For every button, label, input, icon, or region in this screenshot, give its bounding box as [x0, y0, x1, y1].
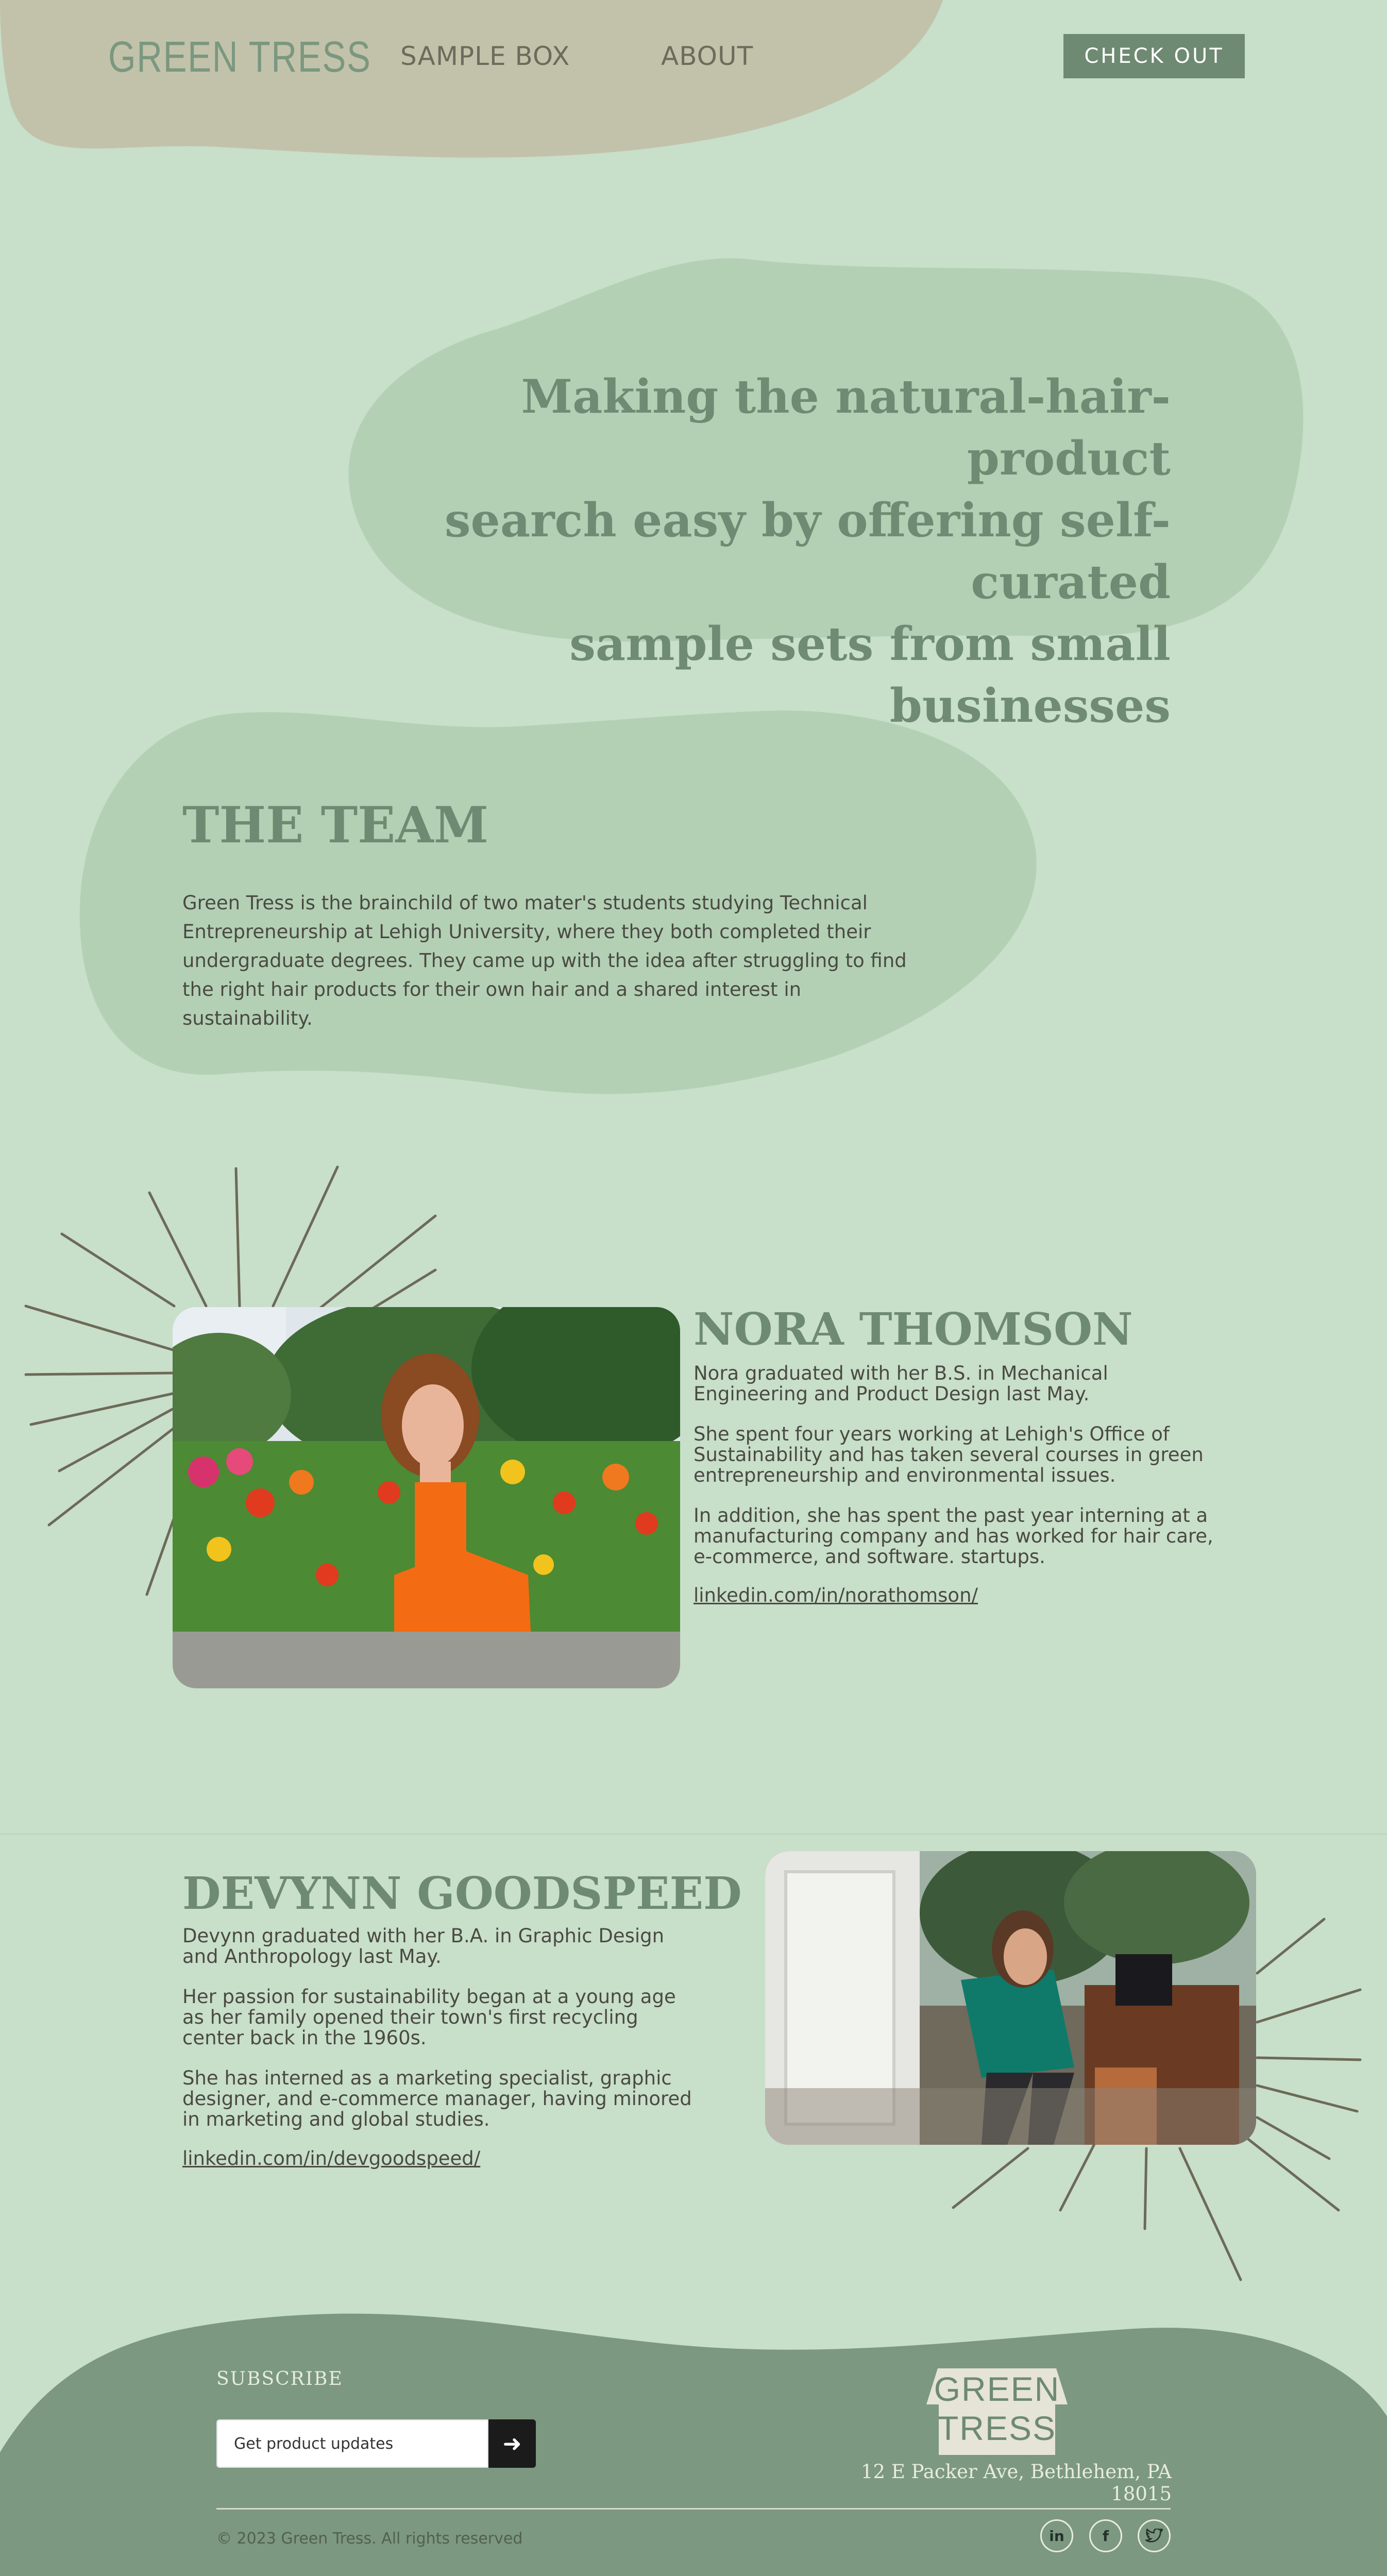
subscribe-email-input[interactable]: Get product updates: [216, 2419, 488, 2468]
bio-paragraph: Devynn graduated with her B.A. in Graphic Design and Anthropology last May.: [182, 1925, 665, 1968]
hero-line-1: Making the natural-hair-product: [521, 369, 1171, 486]
bio-paragraph: She has interned as a marketing specialist, graphic designer, and e-commerce manager, having minored in marketing and global studies.: [182, 2067, 692, 2130]
team-description: Green Tress is the brainchild of two mater's students studying Technical Entrepreneurship at Lehigh University, where they both completed their undergraduate degrees. They came up with the idea after struggling to find the right hair products for their own hair and a shared interest in sustainability.: [182, 892, 907, 1029]
facebook-icon[interactable]: [1089, 2519, 1122, 2552]
team-title: THE TEAM: [182, 796, 489, 854]
twitter-bird-icon: [1145, 2529, 1163, 2543]
hero-line-2: search easy by offering self-curated: [444, 493, 1171, 609]
linkedin-icon-glyph: in: [1049, 2527, 1064, 2545]
facebook-icon-glyph: f: [1102, 2527, 1109, 2545]
nav-about[interactable]: ABOUT: [661, 41, 754, 71]
member-linkedin-link[interactable]: linkedin.com/in/devgoodspeed/: [182, 2147, 481, 2170]
member-linkedin-link[interactable]: linkedin.com/in/norathomson/: [693, 1584, 978, 1606]
member-bio: [182, 1926, 698, 2149]
bio-paragraph: She spent four years working at Lehigh's Office of Sustainability and has taken several courses in green entrepreneurship and environmental issues.: [693, 1423, 1204, 1486]
footer-shape: [0, 2314, 1387, 2576]
linkedin-icon[interactable]: [1040, 2519, 1073, 2552]
hero-tagline: [392, 366, 1171, 737]
footer-logo[interactable]: [926, 2368, 1068, 2455]
hero-line-3: sample sets from small businesses: [569, 617, 1171, 733]
devynn-photo: [765, 1851, 1256, 2145]
member-bio: [693, 1363, 1224, 1587]
footer-address: 12 E Packer Ave, Bethlehem, PA 18015: [860, 2461, 1172, 2505]
logo[interactable]: GREEN TRESS: [108, 32, 371, 81]
footer-logo-line: TRESS: [937, 2409, 1057, 2447]
arrow-right-icon: ➜: [502, 2430, 522, 2457]
bio-paragraph: Her passion for sustainability began at a young age as her family opened their town's first recycling center back in the 1960s.: [182, 1986, 676, 2049]
nav-sample-box[interactable]: SAMPLE BOX: [400, 41, 570, 71]
nora-photo: [173, 1307, 680, 1688]
subscribe-submit-button[interactable]: [488, 2419, 536, 2468]
subscribe-label: SUBSCRIBE: [216, 2368, 343, 2389]
twitter-icon[interactable]: [1138, 2519, 1171, 2552]
bio-paragraph: Nora graduated with her B.S. in Mechanical Engineering and Product Design last May.: [693, 1362, 1108, 1405]
member-name: NORA THOMSON: [693, 1303, 1133, 1355]
footer-divider: [216, 2508, 1171, 2510]
footer-logo-line: GREEN: [934, 2370, 1060, 2408]
member-name: DEVYNN GOODSPEED: [182, 1868, 742, 1920]
checkout-button[interactable]: CHECK OUT: [1063, 34, 1245, 78]
copyright: © 2023 Green Tress. All rights reserved: [216, 2530, 523, 2548]
bio-paragraph: In addition, she has spent the past year interning at a manufacturing company and has worked for hair care, e-commerce, and software. startups.: [693, 1504, 1213, 1568]
